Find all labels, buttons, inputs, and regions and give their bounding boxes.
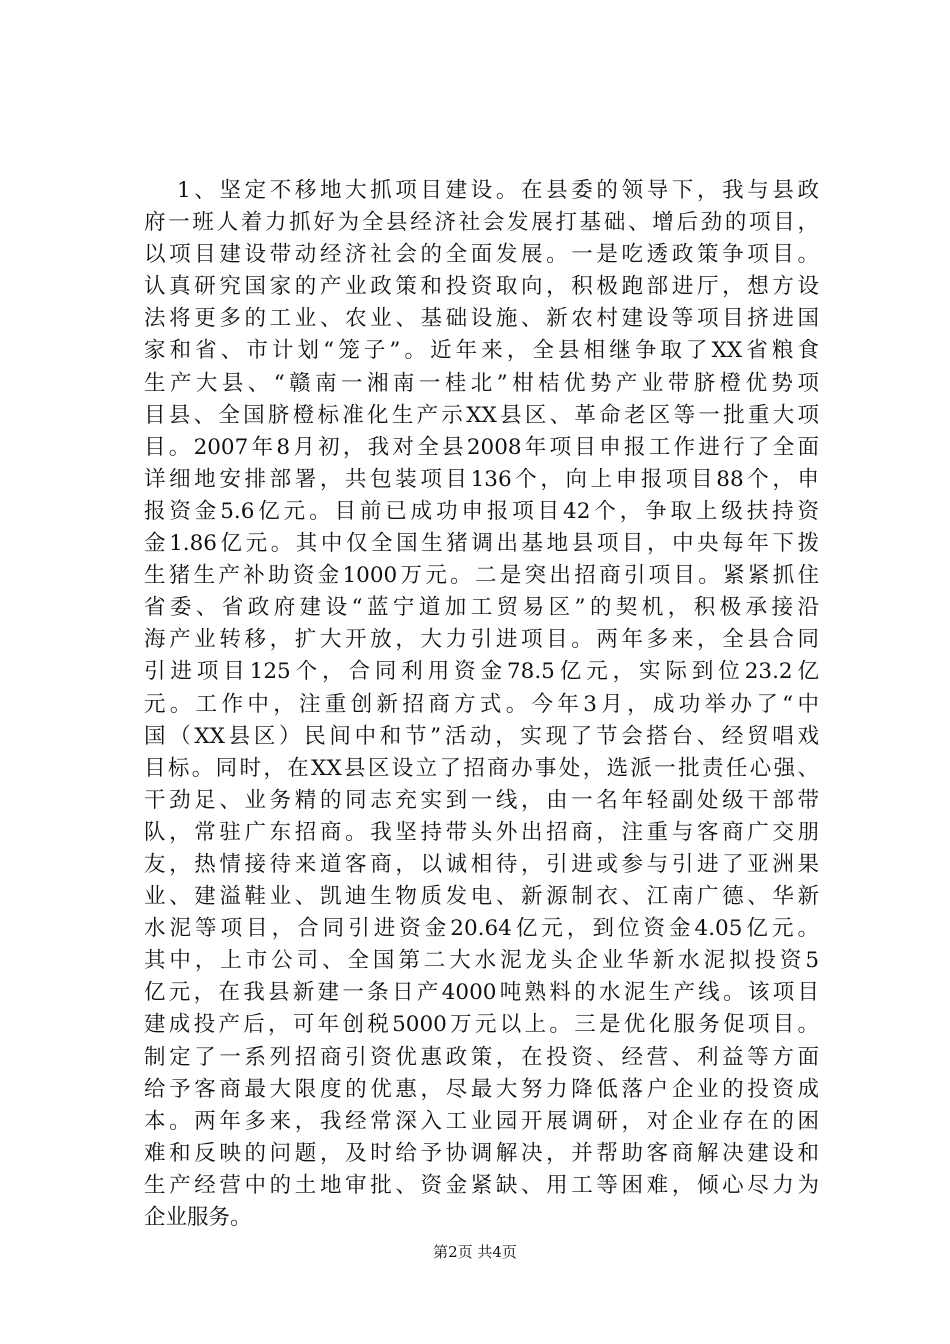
paragraph-line: 目。2007年8月初，我对全县2008年项目申报工作进行了全面: [144, 434, 819, 460]
paragraph-line: 详细地安排部署，共包装项目136个，向上申报项目88个，申: [144, 466, 819, 492]
paragraph-line: 以项目建设带动经济社会的全面发展。一是吃透政策争项目。: [144, 242, 819, 268]
paragraph-line: 海产业转移，扩大开放，大力引进项目。两年多来，全县合同: [144, 627, 819, 653]
paragraph-line: 亿元，在我县新建一条日产4000吨熟料的水泥生产线。该项目: [144, 980, 819, 1006]
paragraph-line: 国（XX县区）民间中和节”活动，实现了节会搭台、经贸唱戏: [144, 723, 819, 749]
paragraph-line: 目县、全国脐橙标准化生产示XX县区、革命老区等一批重大项: [144, 402, 819, 428]
paragraph-line: 企业服务。: [144, 1205, 252, 1230]
paragraph-line: 家和省、市计划“笼子”。近年来，全县相继争取了XX省粮食: [144, 338, 819, 364]
paragraph-line: 1、坚定不移地大抓项目建设。在县委的领导下，我与县政: [177, 178, 819, 203]
paragraph-line: 报资金5.6亿元。目前已成功申报项目42个，争取上级扶持资: [144, 498, 819, 524]
paragraph-line: 干劲足、业务精的同志充实到一线，由一名年轻副处级干部带: [144, 787, 819, 813]
page-number-label: 第2页 共4页: [433, 1243, 517, 1261]
paragraph-line: 认真研究国家的产业政策和投资取向，积极跑部进厅，想方设: [144, 274, 819, 300]
paragraph-line: 水泥等项目，合同引进资金20.64亿元，到位资金4.05亿元。: [144, 916, 819, 942]
body-paragraph: [144, 175, 819, 1234]
paragraph-line: 省委、省政府建设“蓝宁道加工贸易区”的契机，积极承接沿: [144, 595, 819, 621]
paragraph-line: 业、建溢鞋业、凯迪生物质发电、新源制衣、江南广德、华新: [144, 884, 819, 910]
page-footer: [0, 1242, 950, 1262]
paragraph-line: 引进项目125个，合同利用资金78.5亿元，实际到位23.2亿: [144, 659, 819, 685]
paragraph-line: 元。工作中，注重创新招商方式。今年3月，成功举办了“中: [144, 691, 819, 717]
paragraph-line: 难和反映的问题，及时给予协调解决，并帮助客商解决建设和: [144, 1140, 819, 1166]
paragraph-line: 本。两年多来，我经常深入工业园开展调研，对企业存在的困: [144, 1108, 819, 1134]
paragraph-line: 府一班人着力抓好为全县经济社会发展打基础、增后劲的项目，: [144, 210, 819, 236]
paragraph-line: 给予客商最大限度的优惠，尽最大努力降低落户企业的投资成: [144, 1076, 819, 1102]
paragraph-line: 队，常驻广东招商。我坚持带头外出招商，注重与客商广交朋: [144, 819, 819, 845]
paragraph-line: 金1.86亿元。其中仅全国生猪调出基地县项目，中央每年下拨: [144, 531, 819, 557]
paragraph-line: 生产大县、“赣南一湘南一桂北”柑桔优势产业带脐橙优势项: [144, 370, 819, 396]
paragraph-line: 友，热情接待来道客商，以诚相待，引进或参与引进了亚洲果: [144, 851, 819, 877]
paragraph-line: 生产经营中的土地审批、资金紧缺、用工等困难，倾心尽力为: [144, 1172, 819, 1198]
paragraph-line: 目标。同时，在XX县区设立了招商办事处，选派一批责任心强、: [144, 755, 819, 781]
paragraph-line: 其中，上市公司、全国第二大水泥龙头企业华新水泥拟投资5: [144, 948, 819, 974]
paragraph-line: 法将更多的工业、农业、基础设施、新农村建设等项目挤进国: [144, 306, 819, 332]
paragraph-line: 制定了一系列招商引资优惠政策，在投资、经营、利益等方面: [144, 1044, 819, 1070]
paragraph-line: 建成投产后，可年创税5000万元以上。三是优化服务促项目。: [144, 1012, 819, 1038]
paragraph-line: 生猪生产补助资金1000万元。二是突出招商引项目。紧紧抓住: [144, 563, 819, 589]
